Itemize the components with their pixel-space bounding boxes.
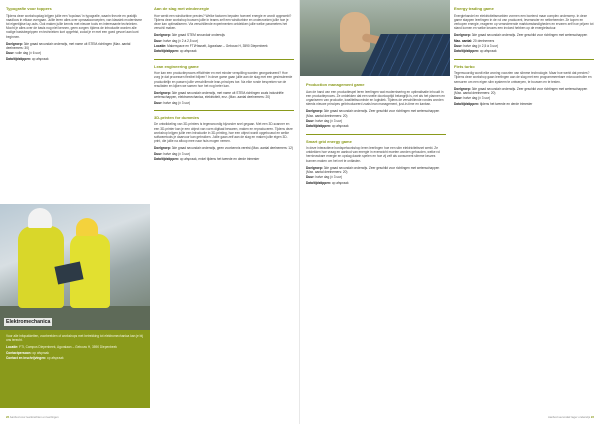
meta-doelgroep: Doelgroep: 3de graad secundair onderwijs. Zeer geschikt voor richtingen met wetenschappen (Max. aantal deelnemers: 20)	[306, 109, 440, 118]
section-title-wind: Aan de slag met windenergie	[154, 6, 210, 11]
electromechanics-title: Elektromechanica	[6, 319, 51, 325]
section-body: Aan de hand van een productiespel leren leerlingen wat modernisering en optimalisatie inhoudt in een productieproces. Ze ontdekken dat een snelle doorlooptijd belangrijk is, net als het plannen en organiseren van productie, kwaliteitscontrole en logistiek. Tijdens de verschillende rondes worden steeds nieuwe principes geïntroduceerd zoals lean management, just-in-time en kanban.	[306, 89, 445, 107]
section-title-lean: Lean engineering game	[154, 63, 199, 69]
meta-duur: Duur: volle dag (± 6 uur)	[6, 51, 42, 56]
left-column-1	[6, 6, 146, 62]
meta-data: Data/tijdstippen: op afspraak	[306, 124, 349, 129]
meta-data: Data/tijdstippen: tijdens het tweede en derde trimester	[454, 101, 533, 106]
meta-data: Data/tijdstippen: op afspraak	[6, 56, 49, 61]
separator	[454, 59, 594, 60]
section-title-smartgrid: Smart grid energy game	[306, 138, 352, 144]
meta-doelgroep: Doelgroep: 3de graad secundair onderwijs. Zeer geschikt voor richtingen met wetenschappen	[454, 33, 588, 38]
section-title-energy: Energy trading game	[454, 6, 494, 11]
meta-duur: Duur: halve dag (± 3 uur)	[306, 175, 343, 180]
section-body: Hoe werkt een windturbine precies? Welke factoren bepalen hoeveel energie er wordt opgewekt? Tijdens deze workshop bouwen jullie in teams zelf een windturbine en onderzoeken jullie hoe je deze kan optimaliseren. Via verschillende experimenten ontdekken jullie welke parameters het verschil maken.	[154, 13, 292, 31]
section-body: Tijdens deze workshopdag krijgen jullie een 'topclass' in typografie, waarin theorie en praktijk naadloos in elkaar overgaan. Jullie leren alles over opmaakconcepten, van klassiek modernisme tot eigentijdse lay-outs. Ook maken jullie kennis met nieuwe tools en interessante technieken. Mocht je alles over de basis nog niet kennen, geen zorgen: tijdens de introductie worden alle nodige basisbegrippen en technieken kort opgefrist, zodat je er met een goed gevoel aan kunt beginnen.	[6, 13, 143, 39]
section-title-production: Production management game	[306, 82, 365, 87]
meta-data: Data/tijdstippen: op afspraak	[154, 49, 197, 54]
section-body: In deze interactieve bordspelworkshop leren leerlingen hoe een slim elektriciteitsnet werkt. Ze ontdekken hoe vraag en aanbod van energie in evenwicht moeten worden gehouden, welke rol hernieuwbare energie en opslag daarin spelen en hoe zij zelf als consument slimme keuzes kunnen maken om het net te ontlasten.	[306, 146, 440, 163]
meta-contact: Contact en inschrijvingen: op afspraak	[6, 356, 64, 361]
meta-duur: Duur: halve dag (± 3 uur)	[154, 100, 191, 105]
right-column-1	[306, 82, 446, 186]
meta-duur: Duur: halve dag (± 3 uur)	[154, 151, 191, 156]
section-body: Energiehandel en elektriciteitsmarkten vormen een boeiend maar complex onderwerp. In deze game stappen leerlingen in de rol van producent, leverancier en netbeheerder. Ze kopen en verkopen energie, reageren op veranderende marktomstandigheden en ervaren zelf hoe prijzen tot stand komen en welke keuzes een invloed hebben op de energiefactuur.	[454, 13, 594, 31]
left-column-2	[154, 6, 294, 162]
meta-data: Data/tijdstippen: op afspraak	[454, 49, 497, 54]
separator	[154, 59, 294, 60]
section-title-fiets: Fiets turbo	[454, 63, 475, 69]
separator	[154, 110, 294, 111]
meta-duur: Duur: halve dag (± 3 uur)	[306, 118, 343, 123]
meta-duur: Duur: halve dag (± 3 uur)	[454, 96, 491, 101]
right-column-2	[454, 6, 594, 107]
meta-locatie: Locatie: Makerspace en FTI/Hasselt, Agoralaan – Gebouw H, 3590 Diepenbeek	[154, 44, 268, 49]
meta-doelgroep: Doelgroep: 3de graad secundair onderwijs. Zeer geschikt voor richtingen met wetenschappen (Max. aantal deelnemers: 20)	[306, 165, 440, 175]
electromechanics-photo	[0, 204, 150, 330]
section-body: Tegenwoordig wordt elke woning voorzien van slimme technologie. Maar hoe werkt dat precies? Tijdens deze workshop gaan leerlingen aan de slag met een programmeerbare microcontroller en sensoren om een eigen slim systeem te ontwerpen, te bouwen en te testen.	[454, 71, 592, 84]
meta-duur: Duur: halve dag (± 2 à 2,5 uur)	[154, 38, 199, 43]
meta-doelgroep: Doelgroep: 3de graad secundair onderwijs. Zeer geschikt voor richtingen met wetenschappen (Max. aantal deelnemers: 20)	[454, 86, 588, 95]
solar-panel-photo	[300, 0, 450, 76]
page-footer: Aanbod secundair lager onderwijs 23	[547, 415, 594, 419]
meta-data: Data/tijdstippen: op afspraak, enkel tijdens het tweede en derde trimester	[154, 157, 260, 162]
page-footer: 22 Aanbod voor leerkrachten en leerlingen	[6, 415, 59, 419]
electromechanics-box	[0, 330, 150, 408]
meta-max: Max. aantal: 20 deelnemers	[454, 38, 495, 43]
meta-data: Data/tijdstippen: op afspraak	[306, 180, 349, 185]
section-title-3d: 3D-printen for dummies	[154, 114, 200, 120]
separator	[306, 134, 446, 135]
meta-doelgroep: Doelgroep: 3de graad secundair onderwijs, met name uit STEM-richtingen zoals industriële wetenschappen, elektromechanica, elektriciteit, enz. (Max. aantal deelnemers: 20)	[154, 91, 284, 100]
meta-doelgroep: Doelgroep: 3de graad secundair onderwijs, met name uit STEM-richtingen (Max. aantal deelnemers: 30)	[6, 41, 131, 50]
section-body: Hoe kan een productieproces efficiënter en met minder verspilling worden georganiseerd? Hoe zorg je dat processen flexibel blijven? In deze game gaan jullie aan de slag met een gesimuleerde productielijn en passen jullie verschillende lean-principes toe. Na elke ronde bespreken we de resultaten en kijken we samen hoe het nog beter kan.	[154, 71, 293, 88]
section-title-typography: Typografie voor toppers	[6, 6, 52, 11]
right-page	[300, 0, 600, 424]
meta-doelgroep: Doelgroep: 3de graad STEM secundair onderwijs	[154, 33, 225, 38]
section-body: De ontwikkeling van 3D-printers is tegenwoordig bijzonder snel gegaan. Met een 3D-scanner en een 3D-printer kan je een object van vorm digitaal bewaren, maken en reproduceren. Tijdens deze workshop krijgen jullie een introductie in 3D-printing, hoe een object wordt opgebouwd en welke softwaretools je daarvoor kan gebruiken. Jullie gaan zelf aan de slag en maken jullie eigen 3D-print, die jullie na afloop mee naar huis mogen nemen.	[154, 122, 293, 144]
meta-persoon: Contactpersoon: op afspraak	[6, 350, 50, 355]
meta-locatie: Locatie: FTI, Campus Diepenbeek, Agoralaan – Gebouw H, 3590 Diepenbeek	[6, 345, 117, 350]
meta-duur: Duur: halve dag (± 2,5 à 3 uur)	[454, 44, 499, 49]
meta-doelgroep: Doelgroep: 3de graad secundair onderwijs, geen voorkennis vereist (Max. aantal deelnemers: 12)	[154, 146, 293, 151]
electro-body: Voor alle infopakketten, voorbeelden of workshops met betrekking tot elektromechanica kan je bij ons terecht.	[6, 334, 143, 343]
